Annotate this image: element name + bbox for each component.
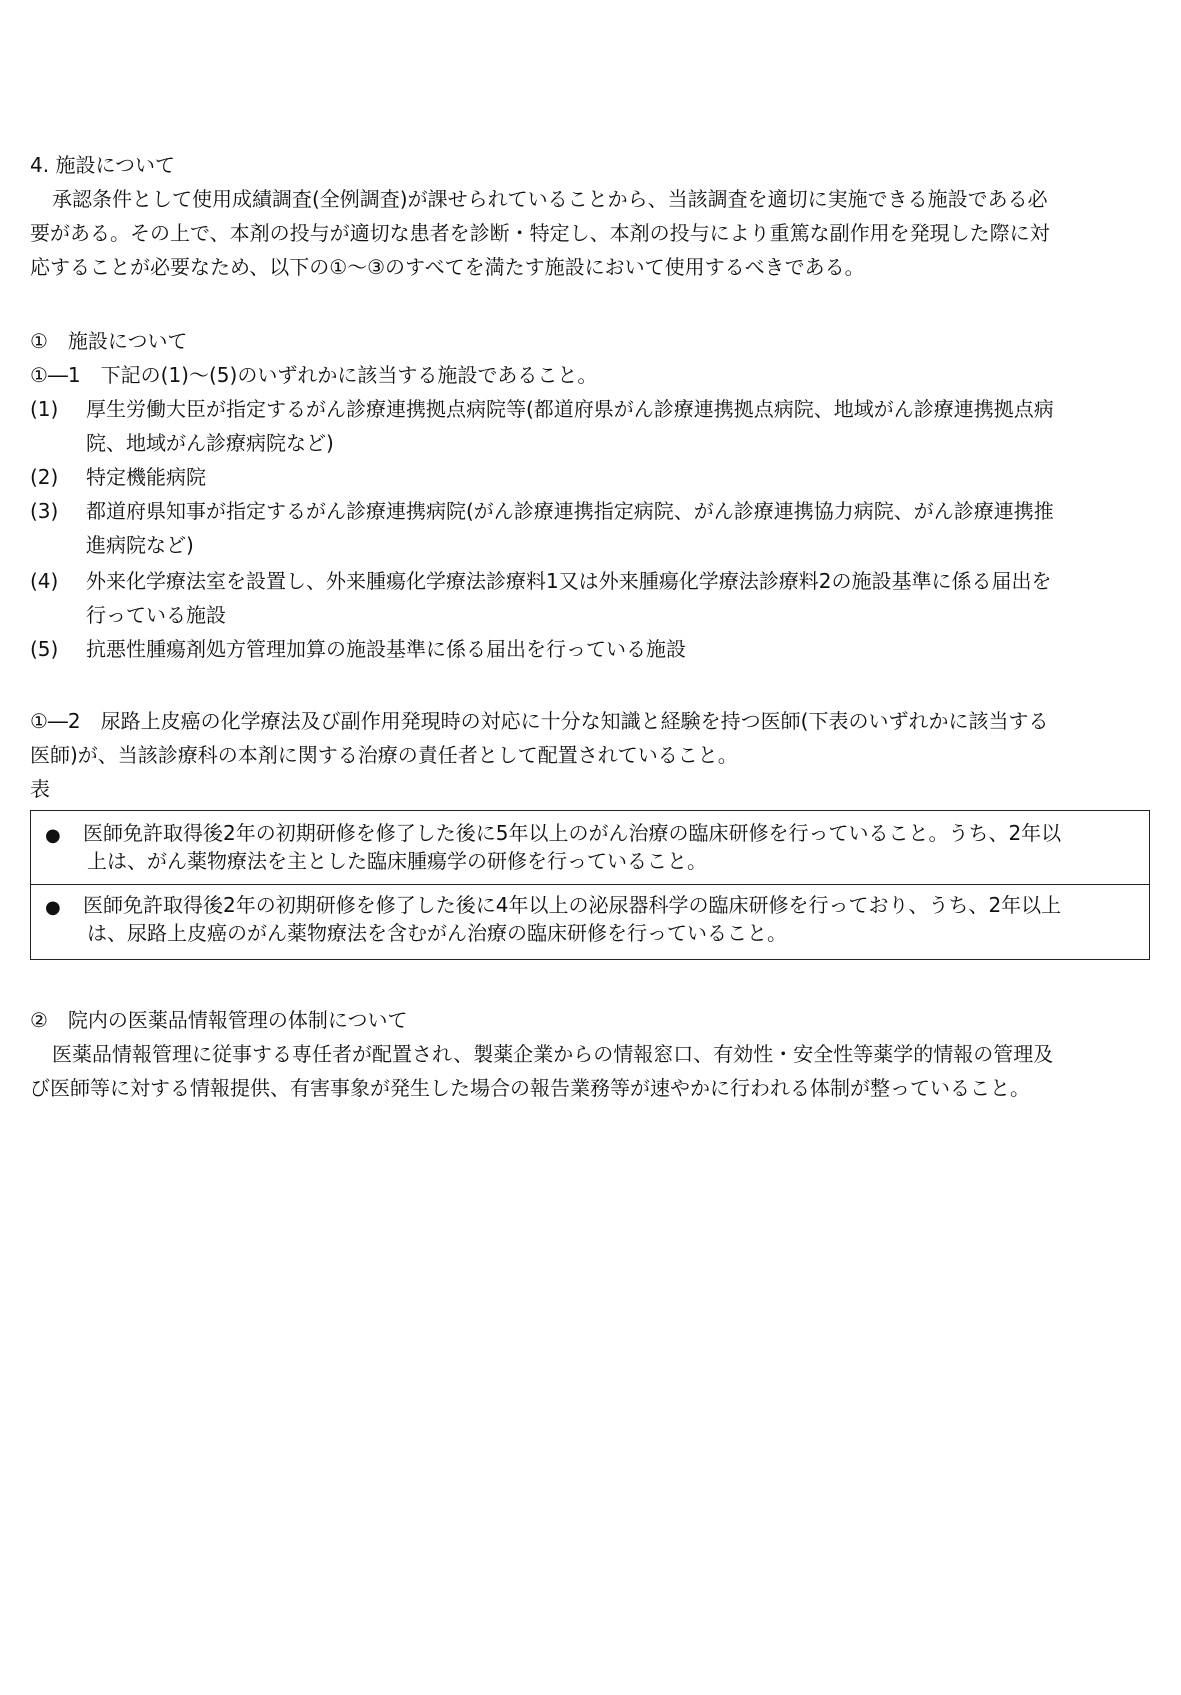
subsection-criteria: 医師)が、当該診療科の本剤に関する治療の責任者として配置されていること。 [30,743,738,767]
item-text: 外来化学療法室を設置し、外来腫瘍化学療法診療料1又は外来腫瘍化学療法診療料2の施設基準に係る届出を [86,569,1052,593]
item-number: (4) [30,569,59,593]
bullet-icon: ● [45,897,61,918]
table-cell-line: 上は、がん薬物療法を主とした臨床腫瘍学の研修を行っていること。 [87,849,707,873]
subsection-heading: ① 施設について [30,329,188,353]
item-number: (1) [30,397,59,421]
item-text: 行っている施設 [86,603,226,627]
table-cell-text [83,891,1061,947]
paragraph-line: 承認条件として使用成績調査(全例調査)が課せられていることから、当該調査を適切に実施できる施設である必 [52,187,1048,211]
item-number: (5) [30,637,59,661]
table-cell-line: 医師免許取得後2年の初期研修を修了した後に5年以上のがん治療の臨床研修を行っていること。うち、2年以 [83,821,1062,845]
table-cell-text [83,819,1061,875]
item-text: 抗悪性腫瘍剤処方管理加算の施設基準に係る届出を行っている施設 [86,637,686,661]
bullet-icon: ● [45,825,61,846]
paragraph-line: 医薬品情報管理に従事する専任者が配置され、製薬企業からの情報窓口、有効性・安全性等薬学的情報の管理及 [52,1042,1054,1066]
table-cell-line: は、尿路上皮癌のがん薬物療法を含むがん治療の臨床研修を行っていること。 [87,921,787,945]
table-cell-line: 医師免許取得後2年の初期研修を修了した後に4年以上の泌尿器科学の臨床研修を行っており、うち、2年以上 [83,893,1062,917]
table-row [31,885,1149,959]
table-row [31,811,1149,885]
item-text: 厚生労働大臣が指定するがん診療連携拠点病院等(都道府県がん診療連携拠点病院、地域がん診療連携拠点病 [86,397,1054,421]
item-text: 特定機能病院 [86,465,206,489]
item-text: 進病院など) [86,533,194,557]
table-label: 表 [30,777,50,801]
subsection-criteria: ①―1 下記の(1)～(5)のいずれかに該当する施設であること。 [30,363,598,387]
item-number: (2) [30,465,59,489]
item-text: 都道府県知事が指定するがん診療連携病院(がん診療連携指定病院、がん診療連携協力病院、がん診療連携推 [86,499,1054,523]
item-number: (3) [30,499,59,523]
subsection-criteria: ①―2 尿路上皮癌の化学療法及び副作用発現時の対応に十分な知識と経験を持つ医師(下表のいずれかに該当する [30,709,1049,733]
paragraph-line: 応することが必要なため、以下の①～③のすべてを満たす施設において使用するべきである。 [30,255,865,279]
item-text: 院、地域がん診療病院など) [86,431,334,455]
paragraph-line: び医師等に対する情報提供、有害事象が発生した場合の報告業務等が速やかに行われる体制が整っていること。 [30,1076,1030,1100]
section-heading: 4. 施設について [30,153,176,177]
paragraph-line: 要がある。その上で、本剤の投与が適切な患者を診断・特定し、本剤の投与により重篤な副作用を発現した際に対 [30,221,1050,245]
physician-criteria-table [30,810,1150,960]
subsection-heading: ② 院内の医薬品情報管理の体制について [30,1008,408,1032]
